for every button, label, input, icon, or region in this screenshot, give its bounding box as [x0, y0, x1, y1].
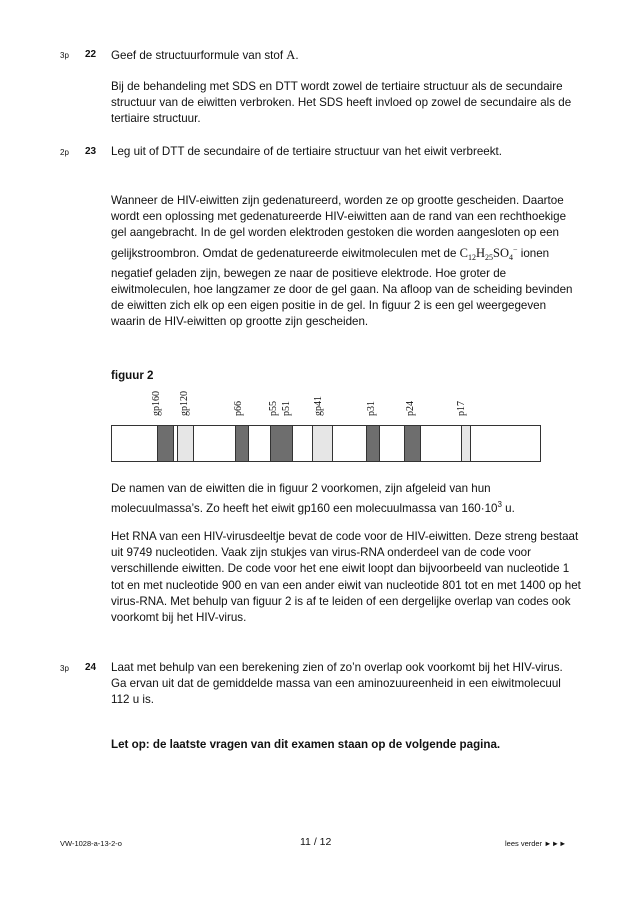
- footer-exam-code: VW-1028-a-13-2-o: [60, 839, 122, 848]
- band-label-p55: p55: [268, 401, 279, 416]
- paragraph-gel: [111, 193, 581, 331]
- band-p17: [461, 426, 471, 461]
- formula-sds-ion: [460, 246, 518, 260]
- formula-c: C: [459, 245, 468, 260]
- footer-page-number: 11 / 12: [300, 836, 332, 848]
- band-label-p66: p66: [233, 401, 244, 416]
- band-gp120: [177, 426, 194, 461]
- q22-text: [111, 47, 581, 64]
- band-p55-p51: [270, 426, 293, 461]
- figure-title: figuur 2: [111, 369, 154, 382]
- band-gp160: [157, 426, 174, 461]
- q22-variable: A: [286, 48, 296, 62]
- formula-h: H: [476, 245, 486, 260]
- band-p31: [366, 426, 380, 461]
- formula-h-sub: 25: [485, 252, 494, 262]
- paragraph-sds: Bij de behandeling met SDS en DTT wordt zowel de tertiaire structuur als de secundaire structuur van de eiwitten verbroken. Het SDS heeft invloed op zowel de secundaire als de tertiaire structuur.: [111, 80, 572, 126]
- q24-number: 24: [85, 662, 97, 673]
- gel-text-part1: Wanneer de HIV-eiwitten zijn gedenatureerd, worden ze op grootte gescheiden. Daartoe wordt een oplossing met gedenatureerde HIV-eiwitten aan de rand van een rechthoekige gel aangebracht. In de gel worden elektroden gestoken die worden aangesloten op een gelijkstroombron. Omdat de gedenatureerde eiwitmoleculen met de: [111, 194, 567, 260]
- band-p24: [404, 426, 421, 461]
- names-exponent: 3: [497, 500, 502, 510]
- footer-continue: lees verder ►►►: [505, 839, 567, 848]
- formula-so-sub: 4: [509, 252, 514, 262]
- q22-number: 22: [85, 49, 97, 60]
- band-gp41: [312, 426, 333, 461]
- q22-points: 3p: [60, 51, 69, 60]
- band-label-p51: p51: [281, 401, 292, 416]
- formula-charge: −: [513, 244, 518, 254]
- paragraph-names: [111, 481, 581, 517]
- q22-text-post: .: [295, 49, 299, 62]
- formula-c-sub: 12: [468, 252, 476, 262]
- band-label-gp41: gp41: [313, 396, 324, 416]
- closing-note: Let op: de laatste vragen van dit examen staan op de volgende pagina.: [111, 738, 501, 751]
- q23-number: 23: [85, 146, 97, 157]
- band-label-p31: p31: [366, 401, 377, 416]
- paragraph-rna: Het RNA van een HIV-virusdeeltje bevat de code voor de HIV-eiwitten. Deze streng bestaat uit 9749 nucleotiden. Vaak zijn stukjes van virus-RNA onderdeel van de code voor verschillende eiwitten. De code voor het ene eiwit loopt dan bijvoorbeeld van nucleotide 1 tot en met nucleotide 900 en van een ander eiwit van nucleotide 801 tot en met 1400 op het virus-RNA. Met behulp van figuur 2 is af te leiden of een dergelijke overlap van codes ook voorkomt bij het HIV-virus.: [111, 530, 581, 625]
- q24-text: Laat met behulp van een berekening zien of zo’n overlap ook voorkomt bij het HIV-virus. Ga ervan uit dat de gemiddelde massa van een aminozuureenheid in een eiwitmolecuul 112 u is.: [111, 661, 563, 707]
- q23-points: 2p: [60, 148, 69, 157]
- q22-text-pre: Geef de structuurformule van stof: [111, 49, 287, 62]
- names-tail: u.: [501, 502, 515, 516]
- q24-points: 3p: [60, 664, 69, 673]
- gel-rectangle: [111, 425, 541, 462]
- band-label-p17: p17: [456, 401, 467, 416]
- band-label-p24: p24: [405, 401, 416, 416]
- formula-so: SO: [493, 245, 510, 260]
- band-label-gp160: gp160: [151, 391, 162, 416]
- q23-text: Leg uit of DTT de secundaire of de tertiaire structuur van het eiwit verbreekt.: [111, 145, 502, 158]
- names-text: De namen van de eiwitten die in figuur 2 voorkomen, zijn afgeleid van hun molecuulmassa’s. Zo heeft het eiwit gp160 een molecuulmassa van 160·10: [111, 482, 498, 516]
- gel-text-part2: ionen negatief geladen zijn, bewegen ze naar de positieve elektrode. Hoe groter de eiwitmoleculen, hoe langzamer ze door de gel gaan. Na afloop van de scheiding bevinden de eiwitten zich elk op een eigen positie in de gel. In figuur 2 is een gel weergegeven waarin de HIV-eiwitten op grootte zijn gescheiden.: [111, 246, 573, 329]
- band-label-gp120: gp120: [179, 391, 190, 416]
- band-p66: [235, 426, 249, 461]
